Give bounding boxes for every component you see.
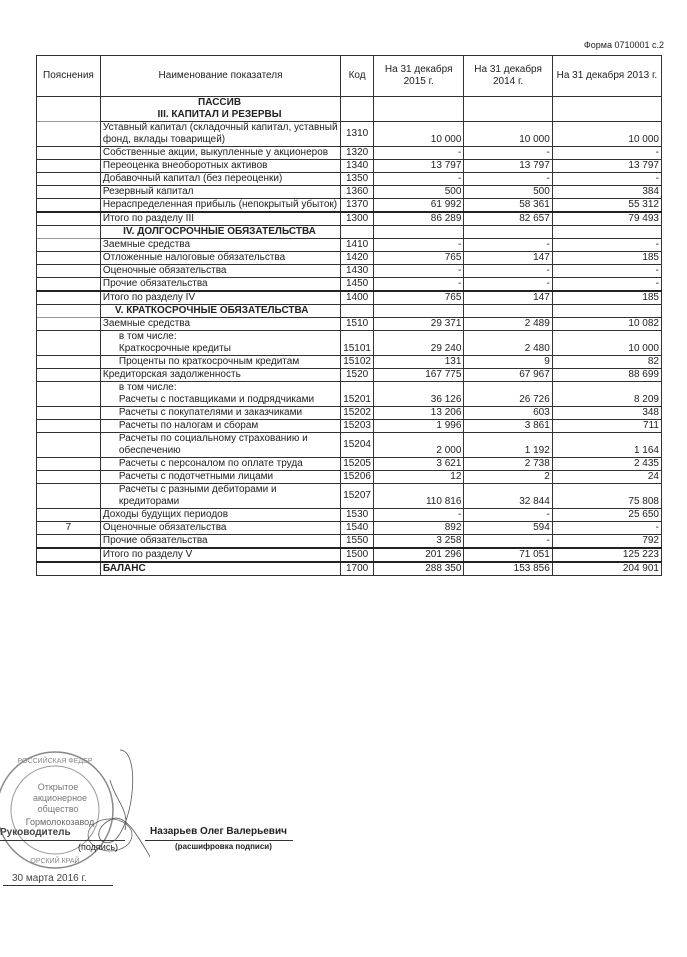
- name-cell: Доходы будущих периодов: [100, 509, 340, 522]
- value-2013: 185: [552, 252, 661, 265]
- table-row: [37, 535, 662, 549]
- svg-text:Открытое: Открытое: [37, 782, 79, 792]
- value-2015: 765: [374, 252, 464, 265]
- value-2014: 2 738: [464, 458, 552, 471]
- table-row: [37, 147, 662, 160]
- value-2014: 71 051: [464, 548, 552, 562]
- note-cell: [37, 433, 101, 458]
- value-2013: 1 164: [552, 433, 661, 458]
- value-2015: 110 816: [374, 484, 464, 509]
- note-cell: [37, 291, 101, 305]
- table-row: [37, 186, 662, 199]
- note-cell: [37, 331, 101, 344]
- value-2013: -: [552, 239, 661, 252]
- header-2014: На 31 декабря 2014 г.: [464, 56, 552, 97]
- value-2013: 10 082: [552, 318, 661, 331]
- value-2014: [464, 226, 552, 239]
- form-code: Форма 0710001 с.2: [583, 40, 664, 50]
- value-2015: 86 289: [374, 212, 464, 226]
- code-cell: 15205: [341, 458, 374, 471]
- value-2014: 500: [464, 186, 552, 199]
- code-cell: [341, 226, 374, 239]
- note-cell: [37, 109, 101, 122]
- svg-text:ОРСКИЙ КРАЙ: ОРСКИЙ КРАЙ: [30, 858, 80, 865]
- value-2014: 153 856: [464, 562, 552, 576]
- note-cell: [37, 173, 101, 186]
- value-2014: [464, 331, 552, 344]
- code-cell: 15207: [341, 484, 374, 509]
- code-cell: 15204: [341, 433, 374, 458]
- value-2013: [552, 331, 661, 344]
- value-2013: 348: [552, 407, 661, 420]
- value-2013: 75 808: [552, 484, 661, 509]
- code-cell: 1530: [341, 509, 374, 522]
- note-cell: [37, 278, 101, 292]
- value-2014: -: [464, 535, 552, 549]
- note-cell: [37, 226, 101, 239]
- value-2014: 13 797: [464, 160, 552, 173]
- table-row: [37, 278, 662, 292]
- note-cell: [37, 369, 101, 382]
- value-2015: -: [374, 278, 464, 292]
- name-cell: Отложенные налоговые обязательства: [100, 252, 340, 265]
- value-2015: 13 206: [374, 407, 464, 420]
- note-cell: [37, 239, 101, 252]
- code-cell: [341, 109, 374, 122]
- svg-text:Гормолокозавод: Гормолокозавод: [25, 817, 95, 827]
- code-cell: 15206: [341, 471, 374, 484]
- value-2015: 167 775: [374, 369, 464, 382]
- value-2013: -: [552, 173, 661, 186]
- name-cell: Расчеты по социальному страхованию и обеспечению: [100, 433, 340, 458]
- code-cell: 15101: [341, 343, 374, 356]
- note-cell: [37, 147, 101, 160]
- value-2014: 147: [464, 291, 552, 305]
- value-2013: 8 209: [552, 394, 661, 407]
- value-2013: 10 000: [552, 343, 661, 356]
- value-2013: -: [552, 265, 661, 278]
- header-notes: Пояснения: [37, 56, 101, 97]
- name-cell: Расчеты с подотчетными лицами: [100, 471, 340, 484]
- name-cell: Заемные средства: [100, 239, 340, 252]
- value-2015: 10 000: [374, 122, 464, 147]
- name-cell: в том числе:: [100, 331, 340, 344]
- signature-line: [0, 840, 125, 841]
- name-cell: Итого по разделу III: [100, 212, 340, 226]
- code-cell: 15203: [341, 420, 374, 433]
- svg-text:РОССИЙСКАЯ ФЕДЕР: РОССИЙСКАЯ ФЕДЕР: [17, 758, 93, 765]
- date-line: [3, 885, 113, 886]
- value-2015: 3 258: [374, 535, 464, 549]
- value-2015: -: [374, 147, 464, 160]
- table-row: [37, 160, 662, 173]
- header-2015: На 31 декабря 2015 г.: [374, 56, 464, 97]
- value-2014: -: [464, 239, 552, 252]
- value-2015: 1 996: [374, 420, 464, 433]
- table-row: [37, 394, 662, 407]
- name-cell: Нераспределенная прибыль (непокрытый убыток): [100, 199, 340, 213]
- note-cell: [37, 458, 101, 471]
- value-2014: -: [464, 265, 552, 278]
- value-2013: 185: [552, 291, 661, 305]
- signature-label: (подпись): [78, 842, 119, 852]
- value-2014: 2: [464, 471, 552, 484]
- value-2015: 2 000: [374, 433, 464, 458]
- value-2015: -: [374, 509, 464, 522]
- section-title-row: [37, 305, 662, 318]
- value-2015: -: [374, 239, 464, 252]
- header-2013: На 31 декабря 2013 г.: [552, 56, 661, 97]
- value-2015: [374, 305, 464, 318]
- note-cell: [37, 509, 101, 522]
- value-2014: 10 000: [464, 122, 552, 147]
- value-2014: 2 489: [464, 318, 552, 331]
- code-cell: 1550: [341, 535, 374, 549]
- note-cell: [37, 122, 101, 147]
- code-cell: 1320: [341, 147, 374, 160]
- value-2013: 88 699: [552, 369, 661, 382]
- value-2014: [464, 382, 552, 395]
- name-cell: Переоценка внеоборотных активов: [100, 160, 340, 173]
- value-2013: [552, 382, 661, 395]
- header-name: Наименование показателя: [100, 56, 340, 97]
- table-row: [37, 382, 662, 395]
- value-2013: 792: [552, 535, 661, 549]
- note-cell: [37, 382, 101, 395]
- table-row: [37, 173, 662, 186]
- name-cell: Проценты по краткосрочным кредитам: [100, 356, 340, 369]
- table-row: [37, 343, 662, 356]
- value-2013: 711: [552, 420, 661, 433]
- value-2013: -: [552, 147, 661, 160]
- value-2014: -: [464, 278, 552, 292]
- name-cell: Краткосрочные кредиты: [100, 343, 340, 356]
- value-2014: 58 361: [464, 199, 552, 213]
- code-cell: 1500: [341, 548, 374, 562]
- value-2014: [464, 109, 552, 122]
- note-cell: [37, 562, 101, 576]
- code-cell: 1450: [341, 278, 374, 292]
- value-2013: [552, 226, 661, 239]
- value-2015: 201 296: [374, 548, 464, 562]
- table-header: [37, 56, 662, 97]
- name-cell: Оценочные обязательства: [100, 265, 340, 278]
- name-cell: ПАССИВ: [100, 97, 340, 110]
- note-cell: [37, 212, 101, 226]
- value-2015: 131: [374, 356, 464, 369]
- value-2014: -: [464, 147, 552, 160]
- value-2014: 147: [464, 252, 552, 265]
- name-cell: Добавочный капитал (без переоценки): [100, 173, 340, 186]
- value-2015: -: [374, 265, 464, 278]
- code-cell: 1520: [341, 369, 374, 382]
- table-row: [37, 356, 662, 369]
- value-2013: [552, 109, 661, 122]
- value-2015: 765: [374, 291, 464, 305]
- value-2014: 26 726: [464, 394, 552, 407]
- note-cell: 7: [37, 522, 101, 535]
- code-cell: 15201: [341, 394, 374, 407]
- value-2015: 3 621: [374, 458, 464, 471]
- name-cell: Итого по разделу IV: [100, 291, 340, 305]
- table-row: [37, 369, 662, 382]
- value-2014: 3 861: [464, 420, 552, 433]
- name-cell: Уставный капитал (складочный капитал, уставный фонд, вклады товарищей): [100, 122, 340, 147]
- code-cell: 15202: [341, 407, 374, 420]
- value-2013: [552, 97, 661, 110]
- value-2015: 288 350: [374, 562, 464, 576]
- value-2014: 67 967: [464, 369, 552, 382]
- value-2013: 384: [552, 186, 661, 199]
- value-2014: 2 480: [464, 343, 552, 356]
- table-row: [37, 122, 662, 147]
- table-row: [37, 407, 662, 420]
- code-cell: 1400: [341, 291, 374, 305]
- value-2015: [374, 382, 464, 395]
- table-row: [37, 458, 662, 471]
- value-2013: 125 223: [552, 548, 661, 562]
- note-cell: [37, 407, 101, 420]
- value-2013: -: [552, 522, 661, 535]
- value-2015: [374, 331, 464, 344]
- value-2015: 29 371: [374, 318, 464, 331]
- name-cell: Собственные акции, выкупленные у акционеров: [100, 147, 340, 160]
- name-cell: Кредиторская задолженность: [100, 369, 340, 382]
- table-row: [37, 471, 662, 484]
- table-row: [37, 484, 662, 509]
- table-row: [37, 420, 662, 433]
- note-cell: [37, 471, 101, 484]
- table-row: [37, 212, 662, 226]
- value-2013: 10 000: [552, 122, 661, 147]
- code-cell: 1340: [341, 160, 374, 173]
- name-cell: III. КАПИТАЛ И РЕЗЕРВЫ: [100, 109, 340, 122]
- name-cell: Расчеты с покупателями и заказчиками: [100, 407, 340, 420]
- value-2015: 29 240: [374, 343, 464, 356]
- table-row: [37, 522, 662, 535]
- name-cell: Расчеты с поставщиками и подрядчиками: [100, 394, 340, 407]
- code-cell: 1350: [341, 173, 374, 186]
- table-row: [37, 562, 662, 576]
- header-code: Код: [341, 56, 374, 97]
- value-2013: 13 797: [552, 160, 661, 173]
- code-cell: [341, 382, 374, 395]
- table-row: [37, 318, 662, 331]
- name-cell: Расчеты с персоналом по оплате труда: [100, 458, 340, 471]
- section-title-row: [37, 226, 662, 239]
- note-cell: [37, 484, 101, 509]
- note-cell: [37, 160, 101, 173]
- value-2014: [464, 305, 552, 318]
- name-cell: Итого по разделу V: [100, 548, 340, 562]
- value-2013: 55 312: [552, 199, 661, 213]
- note-cell: [37, 199, 101, 213]
- value-2015: [374, 97, 464, 110]
- code-cell: 1310: [341, 122, 374, 147]
- value-2013: 204 901: [552, 562, 661, 576]
- value-2013: -: [552, 278, 661, 292]
- name-cell: в том числе:: [100, 382, 340, 395]
- code-cell: 1430: [341, 265, 374, 278]
- table-row: [37, 199, 662, 213]
- note-cell: [37, 318, 101, 331]
- section-title-row: [37, 97, 662, 110]
- table-row: [37, 239, 662, 252]
- table-row: [37, 265, 662, 278]
- code-cell: 1420: [341, 252, 374, 265]
- table-row: [37, 331, 662, 344]
- table-row: [37, 433, 662, 458]
- value-2015: [374, 109, 464, 122]
- value-2014: 82 657: [464, 212, 552, 226]
- code-cell: 1300: [341, 212, 374, 226]
- code-cell: [341, 305, 374, 318]
- name-cell: Прочие обязательства: [100, 535, 340, 549]
- code-cell: 1510: [341, 318, 374, 331]
- value-2014: 1 192: [464, 433, 552, 458]
- table-row: [37, 252, 662, 265]
- value-2015: 500: [374, 186, 464, 199]
- table-row: [37, 291, 662, 305]
- note-cell: [37, 356, 101, 369]
- value-2015: 892: [374, 522, 464, 535]
- value-2013: [552, 305, 661, 318]
- note-cell: [37, 343, 101, 356]
- note-cell: [37, 305, 101, 318]
- value-2014: 594: [464, 522, 552, 535]
- code-cell: 1360: [341, 186, 374, 199]
- table-row: [37, 548, 662, 562]
- value-2015: 13 797: [374, 160, 464, 173]
- value-2015: 61 992: [374, 199, 464, 213]
- value-2013: 82: [552, 356, 661, 369]
- name-cell: V. КРАТКОСРОЧНЫЕ ОБЯЗАТЕЛЬСТВА: [100, 305, 340, 318]
- value-2014: [464, 97, 552, 110]
- value-2014: -: [464, 173, 552, 186]
- code-cell: 1540: [341, 522, 374, 535]
- code-cell: 15102: [341, 356, 374, 369]
- note-cell: [37, 186, 101, 199]
- code-cell: 1370: [341, 199, 374, 213]
- value-2013: 24: [552, 471, 661, 484]
- signer-name: Назарьев Олег Валерьевич: [150, 826, 287, 837]
- value-2014: 9: [464, 356, 552, 369]
- value-2015: 12: [374, 471, 464, 484]
- name-cell: Расчеты с разными дебиторами и кредиторами: [100, 484, 340, 509]
- note-cell: [37, 535, 101, 549]
- note-cell: [37, 97, 101, 110]
- signer-role: Руководитель: [0, 827, 71, 838]
- table-row: [37, 509, 662, 522]
- code-cell: [341, 97, 374, 110]
- note-cell: [37, 265, 101, 278]
- value-2014: -: [464, 509, 552, 522]
- name-line: [145, 840, 293, 841]
- value-2014: 603: [464, 407, 552, 420]
- code-cell: [341, 331, 374, 344]
- name-cell: Заемные средства: [100, 318, 340, 331]
- value-2014: 32 844: [464, 484, 552, 509]
- section-title-row: [37, 109, 662, 122]
- balance-sheet-table: [36, 55, 662, 576]
- value-2013: 25 650: [552, 509, 661, 522]
- value-2015: -: [374, 173, 464, 186]
- code-cell: 1410: [341, 239, 374, 252]
- value-2013: 79 493: [552, 212, 661, 226]
- note-cell: [37, 394, 101, 407]
- name-cell: БАЛАНС: [100, 562, 340, 576]
- note-cell: [37, 420, 101, 433]
- value-2015: 36 126: [374, 394, 464, 407]
- code-cell: 1700: [341, 562, 374, 576]
- value-2015: [374, 226, 464, 239]
- name-cell: Резервный капитал: [100, 186, 340, 199]
- svg-text:акционерное: акционерное: [32, 793, 88, 803]
- name-cell: Оценочные обязательства: [100, 522, 340, 535]
- signature-date: 30 марта 2016 г.: [12, 873, 87, 884]
- name-cell: Расчеты по налогам и сборам: [100, 420, 340, 433]
- value-2013: 2 435: [552, 458, 661, 471]
- name-cell: Прочие обязательства: [100, 278, 340, 292]
- name-label: (расшифровка подписи): [175, 842, 272, 851]
- name-cell: IV. ДОЛГОСРОЧНЫЕ ОБЯЗАТЕЛЬСТВА: [100, 226, 340, 239]
- svg-text:общество: общество: [37, 804, 79, 814]
- note-cell: [37, 252, 101, 265]
- note-cell: [37, 548, 101, 562]
